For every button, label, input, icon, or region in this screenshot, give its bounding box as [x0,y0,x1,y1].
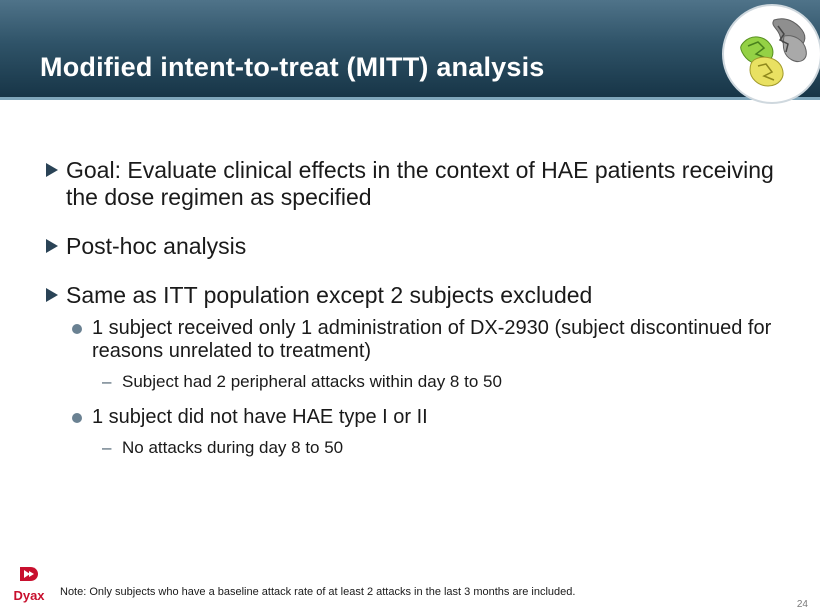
footer-note: Note: Only subjects who have a baseline attack rate of at least 2 attacks in the last 3 months are included. [60,586,576,598]
sub-bullet-text: 1 subject did not have HAE type I or II [92,406,428,428]
triangle-bullet-icon [46,163,58,177]
sub-sub-bullet-no-attacks [102,437,784,458]
bullet-text: Same as ITT population except 2 subjects excluded [66,282,593,308]
sub-sub-bullet-text: Subject had 2 peripheral attacks within day 8 to 50 [122,372,502,391]
triangle-bullet-icon [46,288,58,302]
protein-structure-icon [722,4,820,104]
sub-sub-bullet-text: No attacks during day 8 to 50 [122,438,344,457]
bullet-goal [44,157,784,211]
slide-body [44,157,784,472]
brand-name: Dyax [13,588,45,603]
header-divider [0,97,820,100]
sub-bullet-text: 1 subject received only 1 administration of DX-2930 (subject discontinued for reasons unrelated to treatment) [92,317,772,362]
bullet-posthoc [44,233,784,260]
dyax-logo-icon [18,565,40,583]
sub-sub-bullet-attacks [102,371,784,392]
sub-bullet-administration [72,317,784,363]
dash-bullet-icon: – [102,372,112,391]
dash-bullet-icon: – [102,438,112,457]
dot-bullet-icon [72,413,82,423]
sub-bullet-hae-type [72,406,784,429]
dyax-logo [4,565,54,603]
dot-bullet-icon [72,324,82,334]
page-number: 24 [796,599,808,610]
triangle-bullet-icon [46,239,58,253]
bullet-itt [44,282,784,309]
slide-title: Modified intent-to-treat (MITT) analysis [40,52,545,82]
bullet-text: Post-hoc analysis [66,233,247,259]
bullet-text: Goal: Evaluate clinical effects in the context of HAE patients receiving the dose regimen as specified [66,157,774,210]
